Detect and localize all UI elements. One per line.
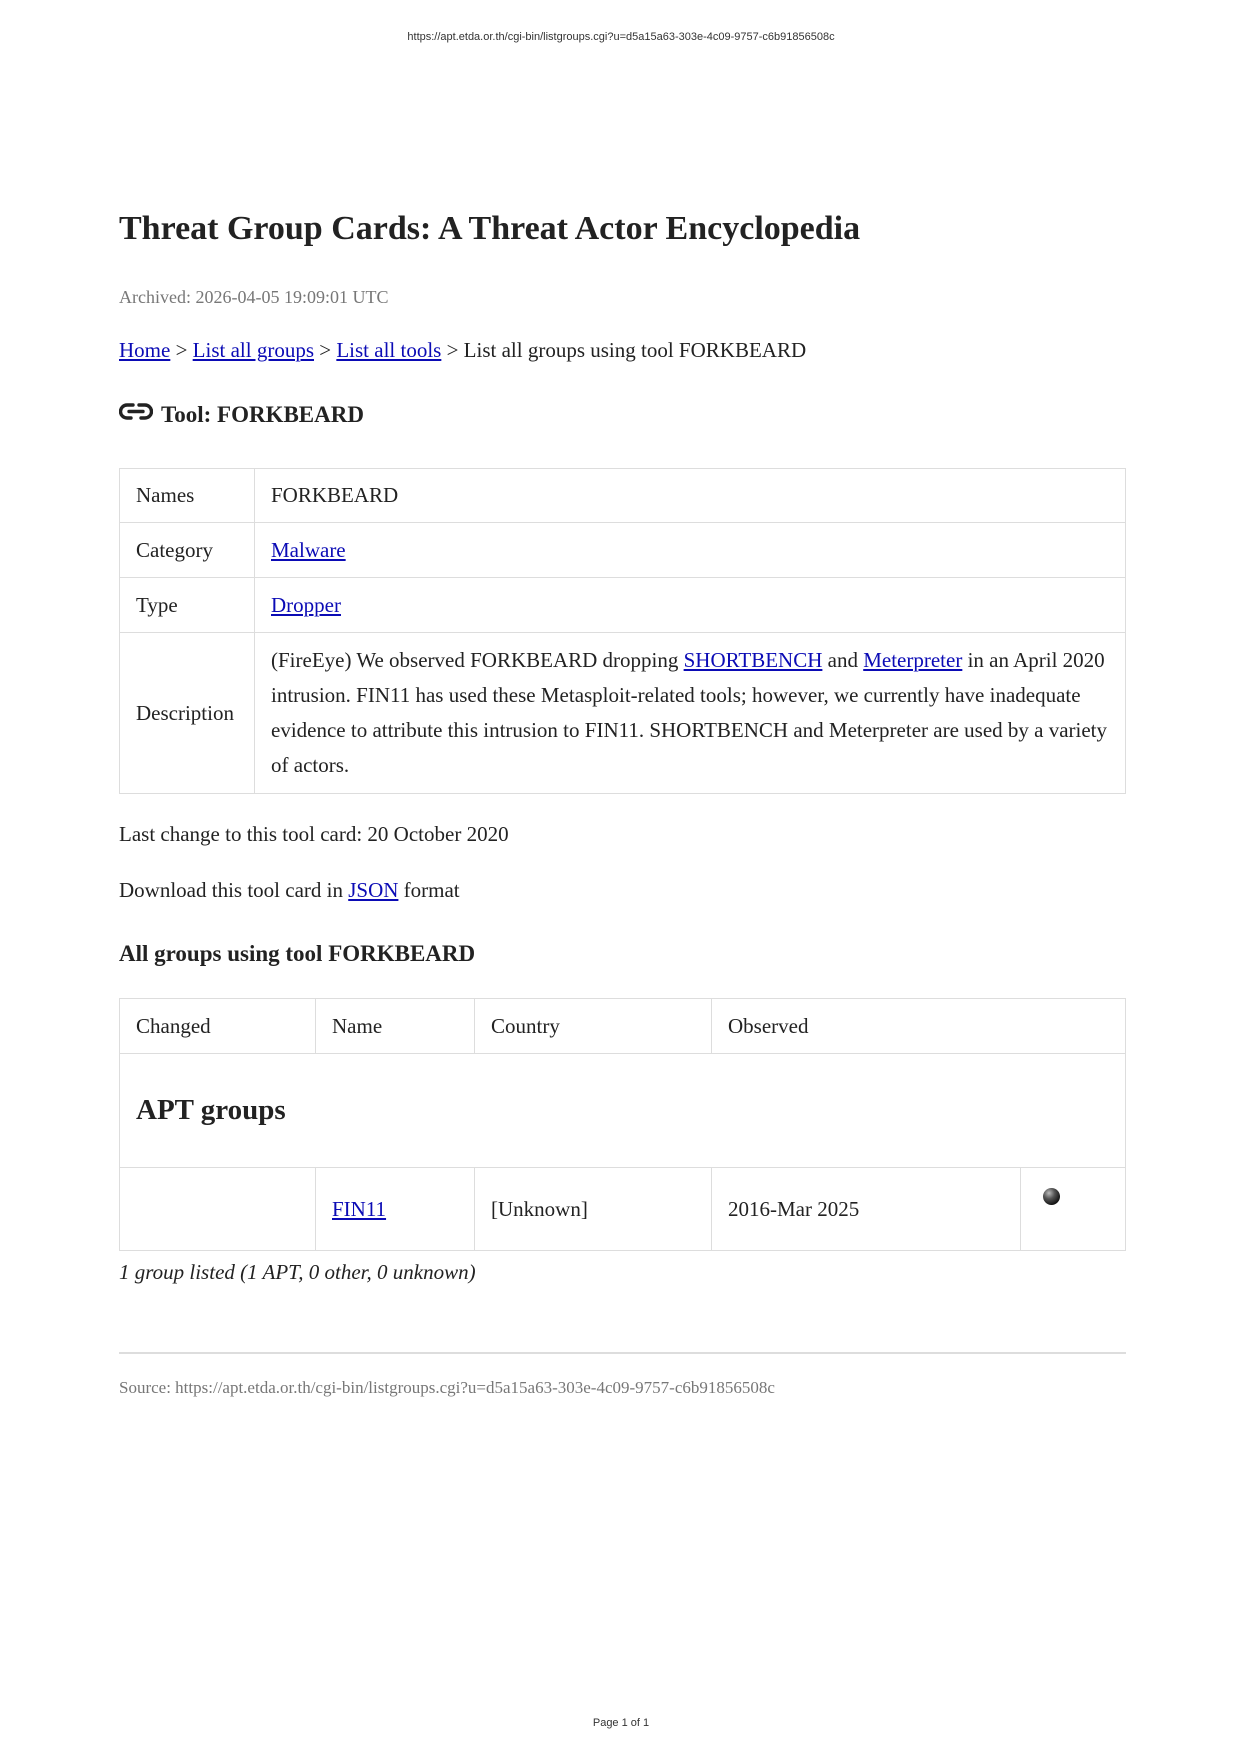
breadcrumb-home-link[interactable]: Home <box>119 338 171 362</box>
link-icon <box>119 400 153 424</box>
column-header-changed: Changed <box>120 999 316 1054</box>
description-cell <box>255 633 1126 794</box>
source-text: Source: https://apt.etda.or.th/cgi-bin/listgroups.cgi?u=d5a15a63-303e-4c09-9757-c6b91856508c <box>119 1378 775 1397</box>
table-header-row <box>120 999 1126 1054</box>
section-row <box>120 1054 1126 1168</box>
print-footer-page: Page 1 of 1 <box>592 1717 650 1729</box>
category-link[interactable]: Malware <box>271 537 346 562</box>
category-label: Category <box>120 523 255 578</box>
description-part: and <box>822 647 864 672</box>
description-label: Description <box>120 633 255 794</box>
download-line <box>119 880 460 901</box>
tool-info-table <box>119 468 1126 794</box>
shortbench-link[interactable]: SHORTBENCH <box>683 647 823 672</box>
group-link-fin11[interactable]: FIN11 <box>332 1196 387 1221</box>
observed-cell: 2016-Mar 2025 <box>712 1168 1021 1251</box>
black-dot-icon <box>1043 1188 1060 1205</box>
table-row <box>120 578 1126 633</box>
column-header-name: Name <box>316 999 475 1054</box>
section-title: APT groups <box>136 1094 286 1126</box>
type-cell <box>255 578 1126 633</box>
description-part: in an April 2020 intrusion. FIN11 has used these Metasploit-related tools; however, we currently have inadequate evidence to attribute this intrusion to FIN11. SHORTBENCH and Meterpreter are used by a variety of actors. <box>271 647 1108 777</box>
groups-summary: 1 group listed (1 APT, 0 other, 0 unknown) <box>119 1260 476 1284</box>
last-change-text: Last change to this tool card: 20 October 2020 <box>119 822 509 846</box>
country-cell: [Unknown] <box>475 1168 712 1251</box>
groups-heading: All groups using tool FORKBEARD <box>119 941 476 966</box>
download-suffix: format <box>398 878 460 902</box>
category-cell <box>255 523 1126 578</box>
column-header-observed: Observed <box>712 999 1126 1054</box>
type-label: Type <box>120 578 255 633</box>
table-row <box>120 523 1126 578</box>
tool-heading <box>119 400 364 426</box>
download-prefix: Download this tool card in <box>119 878 349 902</box>
archived-timestamp: Archived: 2026-04-05 19:09:01 UTC <box>119 287 389 307</box>
names-value: FORKBEARD <box>255 469 1126 523</box>
json-download-link[interactable]: JSON <box>348 878 399 902</box>
description-text <box>271 634 1109 793</box>
tool-heading-text: Tool: FORKBEARD <box>161 402 364 427</box>
name-cell <box>316 1168 475 1251</box>
section-cell <box>120 1054 1126 1168</box>
meterpreter-link[interactable]: Meterpreter <box>863 647 963 672</box>
breadcrumb-current: > List all groups using tool FORKBEARD <box>441 338 807 362</box>
changed-cell <box>120 1168 316 1251</box>
groups-table <box>119 998 1126 1251</box>
names-label: Names <box>120 469 255 523</box>
status-cell <box>1020 1168 1125 1251</box>
page-title: Threat Group Cards: A Threat Actor Encyclopedia <box>119 210 861 247</box>
horizontal-rule <box>119 1352 1126 1354</box>
breadcrumb <box>119 340 806 361</box>
type-link[interactable]: Dropper <box>271 592 341 617</box>
description-part: (FireEye) We observed FORKBEARD dropping <box>271 647 684 672</box>
breadcrumb-separator: > <box>170 338 193 362</box>
breadcrumb-list-groups-link[interactable]: List all groups <box>192 338 314 362</box>
table-row <box>120 633 1126 794</box>
print-header-url: https://apt.etda.or.th/cgi-bin/listgroups.cgi?u=d5a15a63-303e-4c09-9757-c6b91856508c <box>407 31 835 43</box>
table-row <box>120 469 1126 523</box>
table-row <box>120 1168 1126 1251</box>
breadcrumb-separator: > <box>314 338 337 362</box>
breadcrumb-list-tools-link[interactable]: List all tools <box>336 338 442 362</box>
column-header-country: Country <box>475 999 712 1054</box>
